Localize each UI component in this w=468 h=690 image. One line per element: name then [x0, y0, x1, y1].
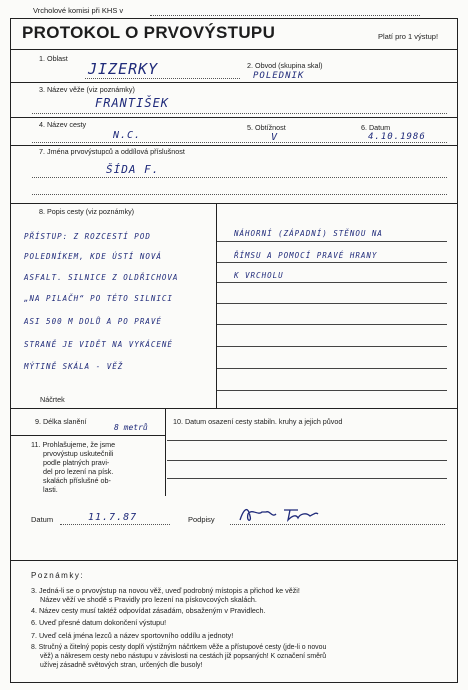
route-line [32, 142, 447, 143]
description-line: „NA PILAČH“ PO TÉTO SILNICI [24, 294, 173, 303]
declaration-line: del pro lezení na písk. [43, 467, 114, 476]
committee-label: Vrcholové komisi při KHS v [33, 6, 124, 15]
declaration-line: prvovýstup uskutečnili [43, 449, 114, 458]
note-item: 3. Jedná-li se o prvovýstup na novou věž, uveď podrobný místopis a přichod ke věži! [31, 586, 300, 595]
divider [10, 408, 457, 409]
climbers-line [32, 177, 447, 178]
sign-date-value: 11.7.87 [88, 512, 138, 523]
description-line: ASFALT. SILNICE Z OLDŘICHOVA [24, 273, 179, 282]
route-label: 4. Název cesty [39, 120, 87, 129]
committee-line [150, 15, 420, 16]
signatures-label: Podpisy [188, 515, 215, 524]
divider [10, 203, 457, 204]
note-item: 6. Uveď přesné datum dokončení výstupu! [31, 618, 167, 627]
note-item: věž) a nákresem cesty nebo nástupu v závislosti na cestách již popsaných! K označení směrů [40, 653, 327, 660]
divider [10, 145, 457, 146]
divider [10, 82, 457, 83]
declaration-line: podle platných pravi- [43, 458, 110, 467]
sign-date-label: Datum [31, 515, 54, 524]
area-line [85, 78, 240, 79]
climbers-label: 7. Jména prvovýstupců a oddílová příslušnost [39, 147, 185, 156]
signature-image [236, 502, 326, 526]
sketch-label: Náčrtek [40, 395, 65, 404]
climbers-value: ŠÍDA F. [106, 163, 160, 176]
description-label: 8. Popis cesty (viz poznámky) [39, 207, 135, 216]
anchor-label: 10. Datum osazení cesty stabiln. kruhy a jejich původ [173, 417, 343, 426]
district-value: POLEDNIK [253, 71, 305, 81]
note-item: 7. Uveď celá jména lezců a název sportovního oddílu a jednoty! [31, 631, 234, 640]
divider [10, 49, 457, 50]
description-line: NÁHORNÍ (ZÁPADNÍ) STĚNOU NA [234, 229, 383, 238]
note-item: Název věží ve shodě s Pravidly pro lezení na pískovcových skalách. [40, 595, 257, 604]
description-line: ASI 500 M DOLŮ A PO PRAVÉ [24, 317, 162, 326]
description-line: STRANĚ JE VIDĚT NA VYKÁCENÉ [24, 340, 173, 349]
note-item: 4. Název cesty musí taktéž odpovídat zásadám, obsaženým v Pravidlech. [31, 606, 266, 615]
route-value: N.C. [113, 130, 142, 141]
column-divider [216, 203, 217, 408]
grade-value: V [271, 132, 279, 143]
grade-label: 5. Obtížnost [247, 123, 286, 132]
district-label: 2. Obvod (skupina skal) [247, 61, 323, 70]
date-value: 4.10.1986 [368, 132, 426, 142]
tower-value: FRANTIŠEK [95, 96, 170, 110]
declaration-line: lasti. [43, 485, 58, 494]
divider [10, 435, 165, 436]
sign-date-line [60, 524, 170, 525]
form-title: PROTOKOL O PRVOVÝSTUPU [22, 23, 276, 42]
notes-heading: Poznámky: [31, 571, 85, 580]
description-line: POLEDNÍKEM, KDE ÚSTÍ NOVÁ [24, 252, 162, 261]
description-line: PŘÍSTUP: Z ROZCESTÍ POD [24, 232, 151, 241]
description-line: K VRCHOLU [234, 271, 284, 280]
date-label: 6. Datum [361, 123, 391, 132]
area-label: 1. Oblast [39, 54, 68, 63]
divider [10, 560, 457, 561]
rappel-label: 9. Délka slanění [35, 417, 87, 426]
valid-note: Platí pro 1 výstup! [378, 32, 439, 41]
tower-line [32, 113, 447, 114]
note-item: užívej zásadně světových stran, určených dle busoly! [40, 662, 203, 669]
area-value: JIZERKY [88, 60, 159, 78]
note-item: 8. Stručný a čitelný popis cesty doplň výstižným náčrtkem věže a přístupové cesty (jde-li o novou [31, 644, 327, 651]
tower-label: 3. Název věže (viz poznámky) [39, 85, 135, 94]
climbers-line [32, 194, 447, 195]
divider [10, 117, 457, 118]
rappel-value: 8 metrů [114, 423, 148, 432]
column-divider [165, 408, 166, 496]
description-line: MÝTINĚ SKÁLA - VĚŽ [24, 362, 124, 371]
declaration-line: skalách příslušné ob- [43, 476, 111, 485]
declaration-line: 11. Prohlašujeme, že jsme [31, 440, 116, 449]
description-line: ŘÍMSU A POMOCÍ PRAVÉ HRANY [234, 251, 378, 260]
